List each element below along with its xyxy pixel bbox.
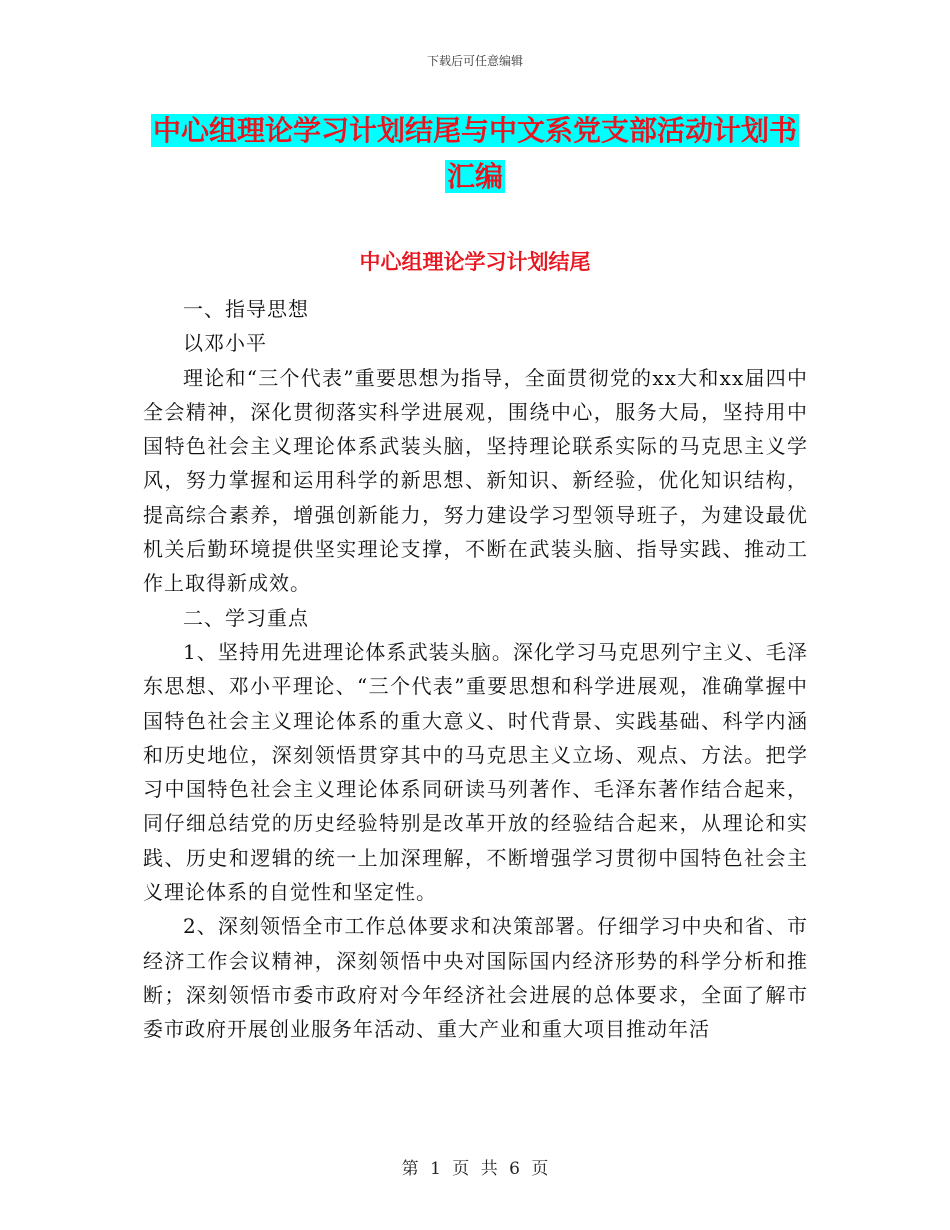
document-body <box>143 292 808 1047</box>
page-footer: 第 1 页 共 6 页 <box>401 1159 549 1179</box>
document-title-line-2: 汇编 <box>446 160 503 193</box>
heading-guiding-thought: 一、指导思想 <box>183 297 309 321</box>
header-note: 下载后可任意编辑 <box>426 54 523 68</box>
section-title: 中心组理论学习计划结尾 <box>359 249 591 274</box>
paragraph-guiding-thought: 理论和“三个代表”重要思想为指导，全面贯彻党的xx大和xx届四中全会精神，深化贯彻落实科学进展观，围绕中心，服务大局，坚持用中国特色社会主义理论体系武装头脑，坚持理论联系实际的马克思主义学风，努力掌握和运用科学的新思想、新知识、新经验，优化知识结构，提高综合素养，增强创新能力，努力建设学习型领导班子，为建设最优机关后勤环境提供坚实理论支撑，不断在武装头脑、指导实践、推动工作上取得新成效。 <box>143 365 808 596</box>
paragraph-focus-2: 2、深刻领悟全市工作总体要求和决策部署。仔细学习中央和省、市经济工作会议精神，深刻领悟中央对国际国内经济形势的科学分析和推断；深刻领悟市委市政府对今年经济社会进展的总体要求，全面了解市委市政府开展创业服务年活动、重大产业和重大项目推动年活 <box>143 914 808 1042</box>
paragraph-intro: 以邓小平 <box>183 331 267 356</box>
document-title-line-1: 中心组理论学习计划结尾与中文系党支部活动计划书 <box>152 114 797 147</box>
document-title <box>0 108 950 200</box>
heading-study-focus: 二、学习重点 <box>183 605 309 630</box>
paragraph-focus-1: 1、坚持用先进理论体系武装头脑。深化学习马克思列宁主义、毛泽东思想、邓小平理论、“三个代表”重要思想和科学进展观，准确掌握中国特色社会主义理论体系的重大意义、时代背景、实践基础、科学内涵和历史地位，深刻领悟贯穿其中的马克思主义立场、观点、方法。把学习中国特色社会主义理论体系同研读马列著作、毛泽东著作结合起来，同仔细总结党的历史经验特别是改革开放的经验结合起来，从理论和实践、历史和逻辑的统一上加深理解，不断增强学习贯彻中国特色社会主义理论体系的自觉性和坚定性。 <box>143 639 808 905</box>
